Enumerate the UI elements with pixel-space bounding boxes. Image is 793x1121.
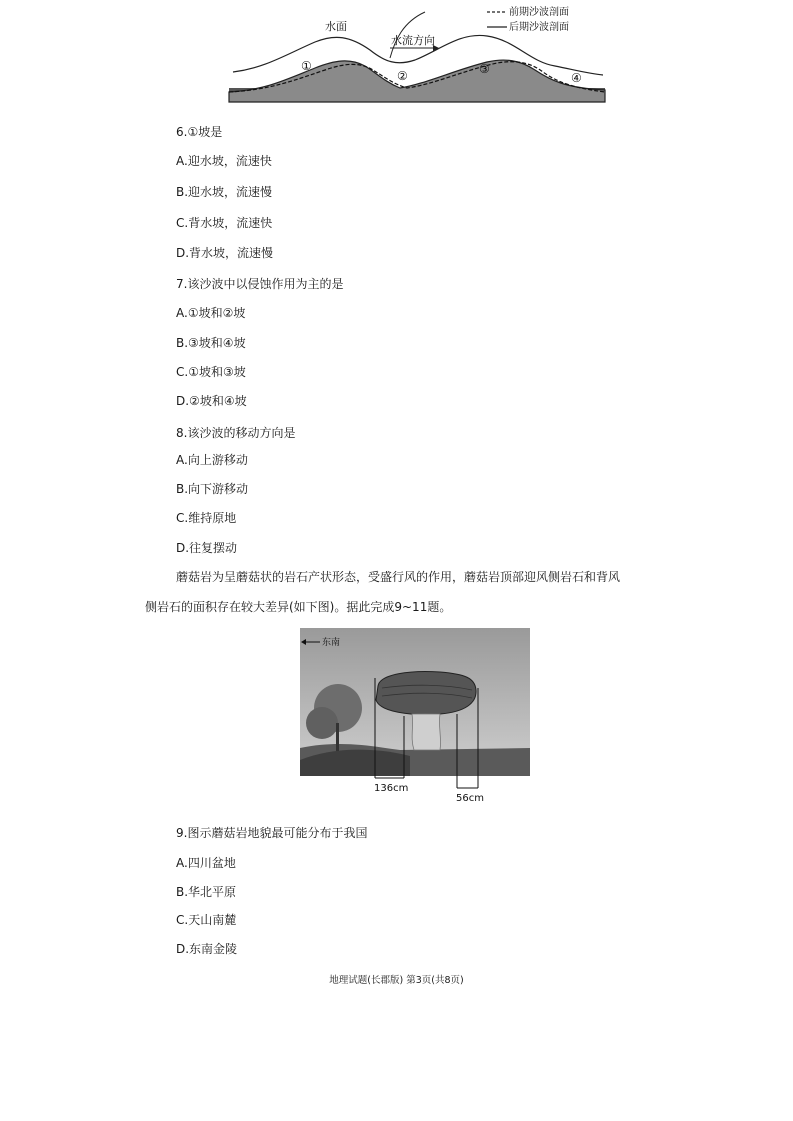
mushroom-stem — [412, 714, 441, 750]
question-6-option-d: D.背水坡，流速慢 — [176, 246, 274, 260]
question-7-option-b: B.③坡和④坡 — [176, 336, 246, 350]
question-7-option-a: A.①坡和②坡 — [176, 306, 246, 320]
slope-label-4: ④ — [571, 71, 582, 85]
question-8-option-d: D.往复摆动 — [176, 541, 238, 555]
question-9-option-a: A.四川盆地 — [176, 856, 236, 870]
flow-direction-label: 水流方向 — [391, 34, 435, 47]
page-footer: 地理试题(长郡版) 第3页(共8页) — [329, 975, 464, 986]
sand-wave-diagram — [225, 0, 610, 105]
question-7-option-c: C.①坡和③坡 — [176, 365, 246, 379]
question-9-option-c: C.天山南麓 — [176, 913, 237, 927]
measure-left-label: 136cm — [374, 783, 409, 794]
tree-trunk — [336, 723, 339, 751]
question-8-stem: 8.该沙波的移动方向是 — [176, 426, 296, 440]
question-7-stem: 7.该沙波中以侵蚀作用为主的是 — [176, 277, 344, 291]
question-9-stem: 9.图示蘑菇岩地貌最可能分布于我国 — [176, 826, 368, 840]
question-8-option-c: C.维持原地 — [176, 511, 237, 525]
question-9-option-b: B.华北平原 — [176, 885, 237, 899]
question-9-option-d: D.东南金陵 — [176, 942, 238, 956]
question-8-option-a: A.向上游移动 — [176, 453, 248, 467]
question-8-option-b: B.向下游移动 — [176, 482, 249, 496]
slope-label-2: ② — [397, 69, 408, 83]
passage-line-1: 蘑菇岩为呈蘑菇状的岩石产状形态，受盛行风的作用，蘑菇岩顶部迎风侧岩石和背风 — [176, 570, 621, 584]
direction-label: 东南 — [322, 638, 341, 648]
question-6-option-a: A.迎水坡，流速快 — [176, 154, 272, 168]
measure-right-label: 56cm — [456, 793, 484, 804]
late-profile — [229, 60, 605, 102]
water-surface-label: 水面 — [325, 20, 347, 33]
legend-late-label: 后期沙波剖面 — [509, 22, 569, 33]
question-7-option-d: D.②坡和④坡 — [176, 394, 247, 408]
mushroom-rock-figure — [300, 628, 530, 806]
slope-label-3: ③ — [479, 62, 490, 76]
question-6-stem: 6.①坡是 — [176, 125, 223, 139]
question-6-option-b: B.迎水坡，流速慢 — [176, 185, 273, 199]
legend-early-label: 前期沙波剖面 — [509, 7, 569, 18]
passage-line-2: 侧岩石的面积存在较大差异(如下图)。据此完成9~11题。 — [145, 600, 452, 614]
tree-crown-2 — [306, 707, 338, 739]
slope-label-1: ① — [301, 59, 312, 73]
question-6-option-c: C.背水坡，流速快 — [176, 216, 273, 230]
